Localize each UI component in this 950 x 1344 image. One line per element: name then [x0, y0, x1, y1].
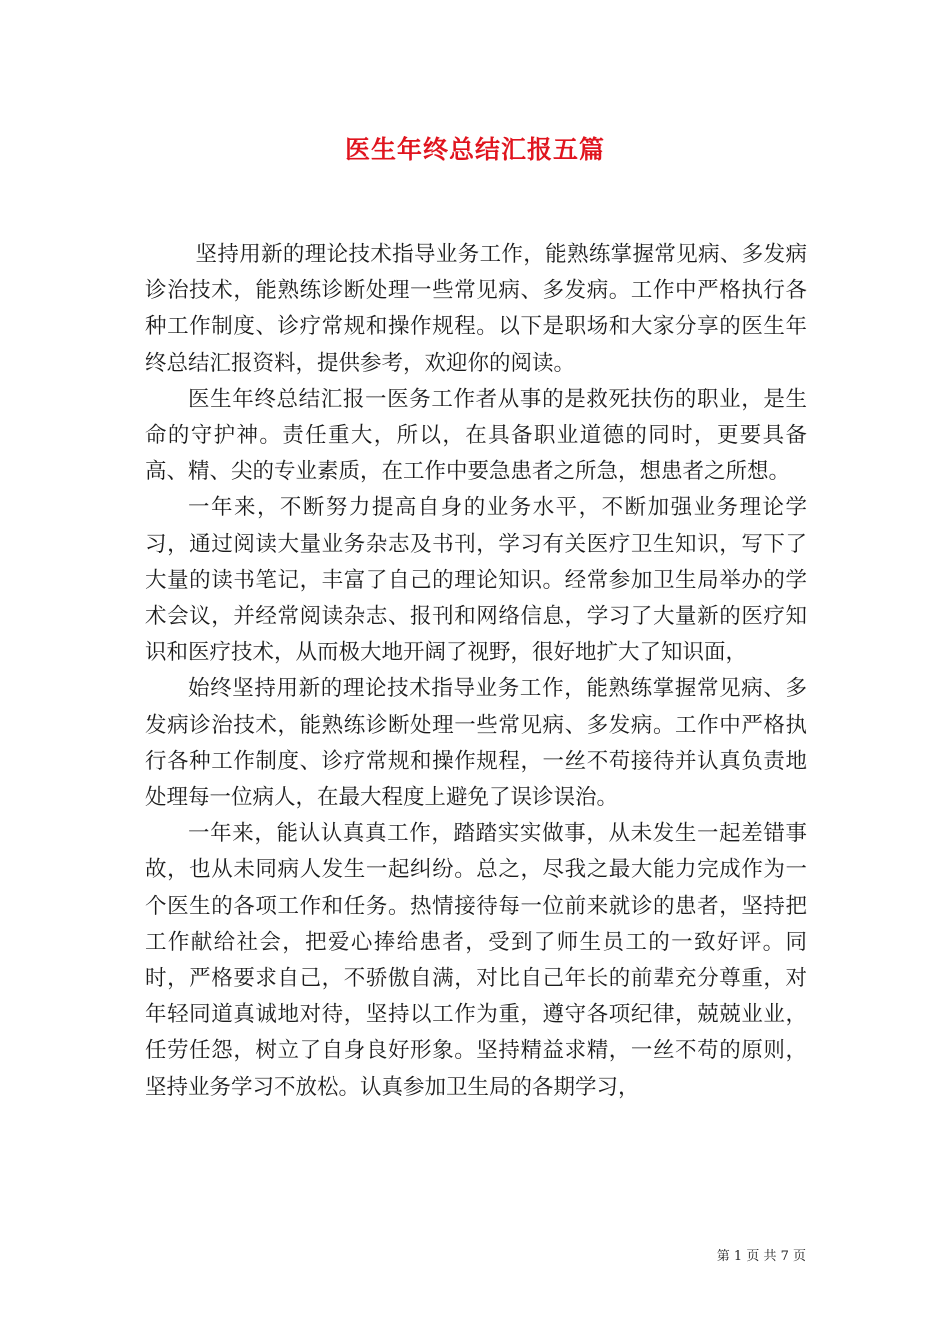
- paragraph-practice: 始终坚持用新的理论技术指导业务工作，能熟练掌握常见病、多发病诊治技术，能熟练诊断处理一些常见病、多发病。工作中严格执行各种工作制度、诊疗常规和操作规程，一丝不苟接待并认真负责地处理每一位病人，在最大程度上避免了误诊误治。: [145, 676, 807, 811]
- document-body: [145, 237, 807, 1106]
- page-title: 医生年终总结汇报五篇: [344, 135, 605, 164]
- paragraph-intro: 坚持用新的理论技术指导业务工作，能熟练掌握常见病、多发病诊治技术，能熟练诊断处理一些常见病、多发病。工作中严格执行各种工作制度、诊疗常规和操作规程。以下是职场和大家分享的医生年终总结汇报资料，提供参考，欢迎你的阅读。: [145, 242, 807, 376]
- paragraph-summary-one: 医生年终总结汇报一医务工作者从事的是救死扶伤的职业，是生命的守护神。责任重大，所以，在具备职业道德的同时，更要具备高、精、尖的专业素质，在工作中要急患者之所急，想患者之所想。: [145, 386, 807, 485]
- page-number: 第 1 页 共 7 页: [716, 1249, 806, 1264]
- paragraph-conduct: 一年来，能认认真真工作，踏踏实实做事，从未发生一起差错事故，也从未同病人发生一起纠纷。总之，尽我之最大能力完成作为一个医生的各项工作和任务。热情接待每一位前来就诊的患者，坚持把工作献给社会，把爱心捧给患者，受到了师生员工的一致好评。同时，严格要求自己，不骄傲自满，对比自己年长的前辈充分尊重，对年轻同道真诚地对待，坚持以工作为重，遵守各项纪律，兢兢业业，任劳任怨，树立了自身良好形象。坚持精益求精，一丝不苟的原则，坚持业务学习不放松。认真参加卫生局的各期学习，: [145, 821, 807, 1100]
- paragraph-study: 一年来，不断努力提高自身的业务水平，不断加强业务理论学习，通过阅读大量业务杂志及书刊，学习有关医疗卫生知识，写下了大量的读书笔记，丰富了自己的理论知识。经常参加卫生局举办的学术会议，并经常阅读杂志、报刊和网络信息，学习了大量新的医疗知识和医疗技术，从而极大地开阔了视野，很好地扩大了知识面，: [145, 495, 807, 666]
